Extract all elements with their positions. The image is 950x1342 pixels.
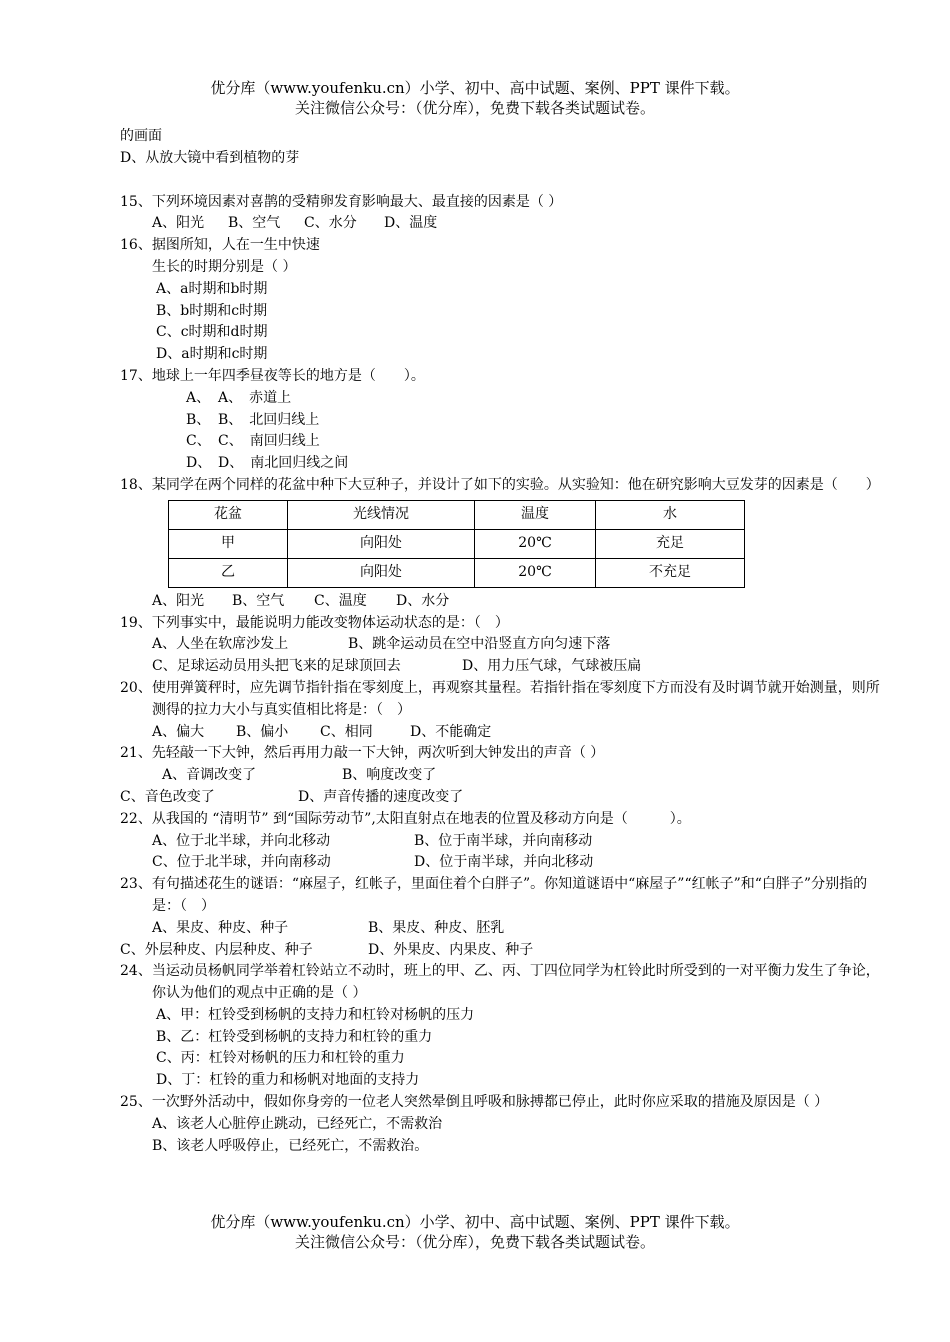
q20-option-b: B、偏小 [236,723,289,740]
table-cell: 向阳处 [288,558,475,587]
q25-option-b: B、该老人呼吸停止，已经死亡，不需救治。 [152,1137,429,1154]
q16-stem-line-1: 16、据图所知，人在一生中快速 [120,237,320,254]
page-footer [0,1212,950,1252]
exam-content [120,126,880,1157]
q17-option-a-text: A、 赤道上 [218,389,292,406]
q17-list-marker-d: D、 [186,455,212,472]
q18-option-d: D、水分 [396,592,450,609]
q18-option-b: B、空气 [232,592,285,609]
q23-option-d: D、外果皮、内果皮、种子 [368,941,534,958]
table-header-cell: 花盆 [169,500,288,529]
q19-option-d: D、用力压气球，气球被压扁 [462,658,642,675]
q22-stem: 22、从我国的 “清明节” 到“国际劳动节”,太阳直射点在地表的位置及移动方向是（ ）。 [120,810,691,827]
q17-option-c [120,431,880,453]
q20-option-a: A、偏大 [152,723,205,740]
q18-stem: 18、某同学在两个同样的花盆中种下大豆种子，并设计了如下的实验。从实验知：他在研究影响大豆发芽的因素是（ ） [120,476,880,493]
q16-option-d: D、a时期和c时期 [156,346,268,363]
q17-option-b [120,410,880,432]
q16-option-c: C、c时期和d时期 [156,324,268,341]
q22-option-a: A、位于北半球，并向北移动 [152,832,331,849]
table-header-cell: 温度 [475,500,596,529]
q17-option-d-text: D、 南北回归线之间 [218,455,349,472]
q14-option-d: D、从放大镜中看到植物的芽 [120,149,300,166]
q24-option-b: B、乙：杠铃受到杨帆的支持力和杠铃的重力 [156,1028,433,1045]
footer-line-2: 关注微信公众号：（优分库），免费下载各类试题试卷。 [294,1233,655,1251]
q16-option-a: A、a时期和b时期 [156,280,268,297]
q19-options-row-2 [120,656,880,678]
q20-option-c: C、相同 [320,723,373,740]
q19-stem: 19、下列事实中，最能说明力能改变物体运动状态的是：（ ） [120,614,509,631]
table-cell: 向阳处 [288,529,475,558]
q22-options-row-2 [120,852,880,874]
table-header-cell: 光线情况 [288,500,475,529]
q20-options [120,722,880,744]
q21-option-b: B、响度改变了 [342,767,437,784]
q25-option-a: A、该老人心脏停止跳动，已经死亡，不需救治 [152,1115,443,1132]
table-row [169,558,745,587]
q15-option-a: A、阳光 [152,215,205,232]
q21-option-c: C、音色改变了 [120,788,215,805]
table-cell: 充足 [596,529,745,558]
table-cell: 乙 [169,558,288,587]
q24-option-a: A、甲：杠铃受到杨帆的支持力和杠铃对杨帆的压力 [156,1006,475,1023]
q23-option-c: C、外层种皮、内层种皮、种子 [120,941,313,958]
q15-option-d: D、温度 [384,215,438,232]
q22-option-b: B、位于南半球，并向南移动 [414,832,593,849]
q23-option-b: B、果皮、种皮、胚乳 [368,919,505,936]
q19-options-row-1 [120,634,880,656]
q17-list-marker-b: B、 [186,411,211,428]
q18-experiment-table [168,500,745,588]
blank-line [120,170,880,192]
footer-line-1: 优分库（www.youfenku.cn）小学、初中、高中试题、案例、PPT 课件下载。 [210,1213,740,1231]
q22-option-c: C、位于北半球，并向南移动 [152,854,331,871]
q21-option-a: A、音调改变了 [162,767,257,784]
q19-option-c: C、足球运动员用头把飞来的足球顶回去 [152,658,401,675]
q16-option-b: B、b时期和c时期 [156,302,268,319]
table-cell: 20℃ [475,529,596,558]
page-header [0,78,950,118]
q17-option-d [120,453,880,475]
q21-option-d: D、声音传播的速度改变了 [298,788,464,805]
q17-option-c-text: C、 南回归线上 [218,433,320,450]
q21-options-row-1 [120,765,880,787]
q17-list-marker-a: A、 [186,389,211,406]
q23-options-row-1 [120,918,880,940]
q19-option-b: B、跳伞运动员在空中沿竖直方向匀速下落 [348,636,611,653]
q21-stem: 21、先轻敲一下大钟，然后再用力敲一下大钟，两次听到大钟发出的声音（ ） [120,745,605,762]
q15-option-b: B、空气 [228,215,281,232]
q17-option-b-text: B、 北回归线上 [218,411,320,428]
q21-options-row-2 [120,787,880,809]
q23-options-row-2 [120,940,880,962]
q15-stem: 15、下列环境因素对喜鹊的受精卵发育影响最大、最直接的因素是（ ） [120,193,563,210]
q20-stem: 20、使用弹簧秤时，应先调节指针指在零刻度上，再观察其量程。若指针指在零刻度下方而没有及时调节就开始测量，则所测得的拉力大小与真实值相比将是：（ ） [120,679,880,718]
q22-options-row-1 [120,831,880,853]
q17-list-marker-c: C、 [186,433,211,450]
table-header-row [169,500,745,529]
table-cell: 不充足 [596,558,745,587]
q15-options [120,213,880,235]
q25-stem: 25、一次野外活动中，假如你身旁的一位老人突然晕倒且呼吸和脉搏都已停止，此时你应采取的措施及原因是（ ） [120,1094,829,1111]
q20-option-d: D、不能确定 [410,723,492,740]
q19-option-a: A、人坐在软席沙发上 [152,636,289,653]
table-cell: 甲 [169,529,288,558]
q18-option-a: A、阳光 [152,592,205,609]
q24-option-c: C、丙：杠铃对杨帆的压力和杠铃的重力 [156,1050,405,1067]
table-cell: 20℃ [475,558,596,587]
q24-stem: 24、当运动员杨帆同学举着杠铃站立不动时，班上的甲、乙、丙、丁四位同学为杠铃此时所受到的一对平衡力发生了争论，你认为他们的观点中正确的是（ ） [120,963,880,1002]
q16-stem-line-2: 生长的时期分别是（ ） [152,258,297,275]
header-line-2: 关注微信公众号：（优分库），免费下载各类试题试卷。 [294,99,655,117]
q17-option-a [120,388,880,410]
table-header-cell: 水 [596,500,745,529]
header-line-1: 优分库（www.youfenku.cn）小学、初中、高中试题、案例、PPT 课件下载。 [210,79,740,97]
table-row [169,529,745,558]
q17-stem: 17、地球上一年四季昼夜等长的地方是（ ）。 [120,367,425,384]
q23-option-a: A、果皮、种皮、种子 [152,919,289,936]
q18-options [120,591,880,613]
q18-option-c: C、温度 [314,592,367,609]
q14-continuation: 的画面 [120,128,162,144]
q23-stem: 23、有句描述花生的谜语：“麻屋子，红帐子，里面住着个白胖子”。你知道谜语中“麻屋子”“红帐子”和“白胖子”分别指的是：（ ） [120,876,868,914]
q24-option-d: D、丁：杠铃的重力和杨帆对地面的支持力 [156,1072,420,1089]
q22-option-d: D、位于南半球，并向北移动 [414,854,594,871]
q15-option-c: C、水分 [304,215,357,232]
